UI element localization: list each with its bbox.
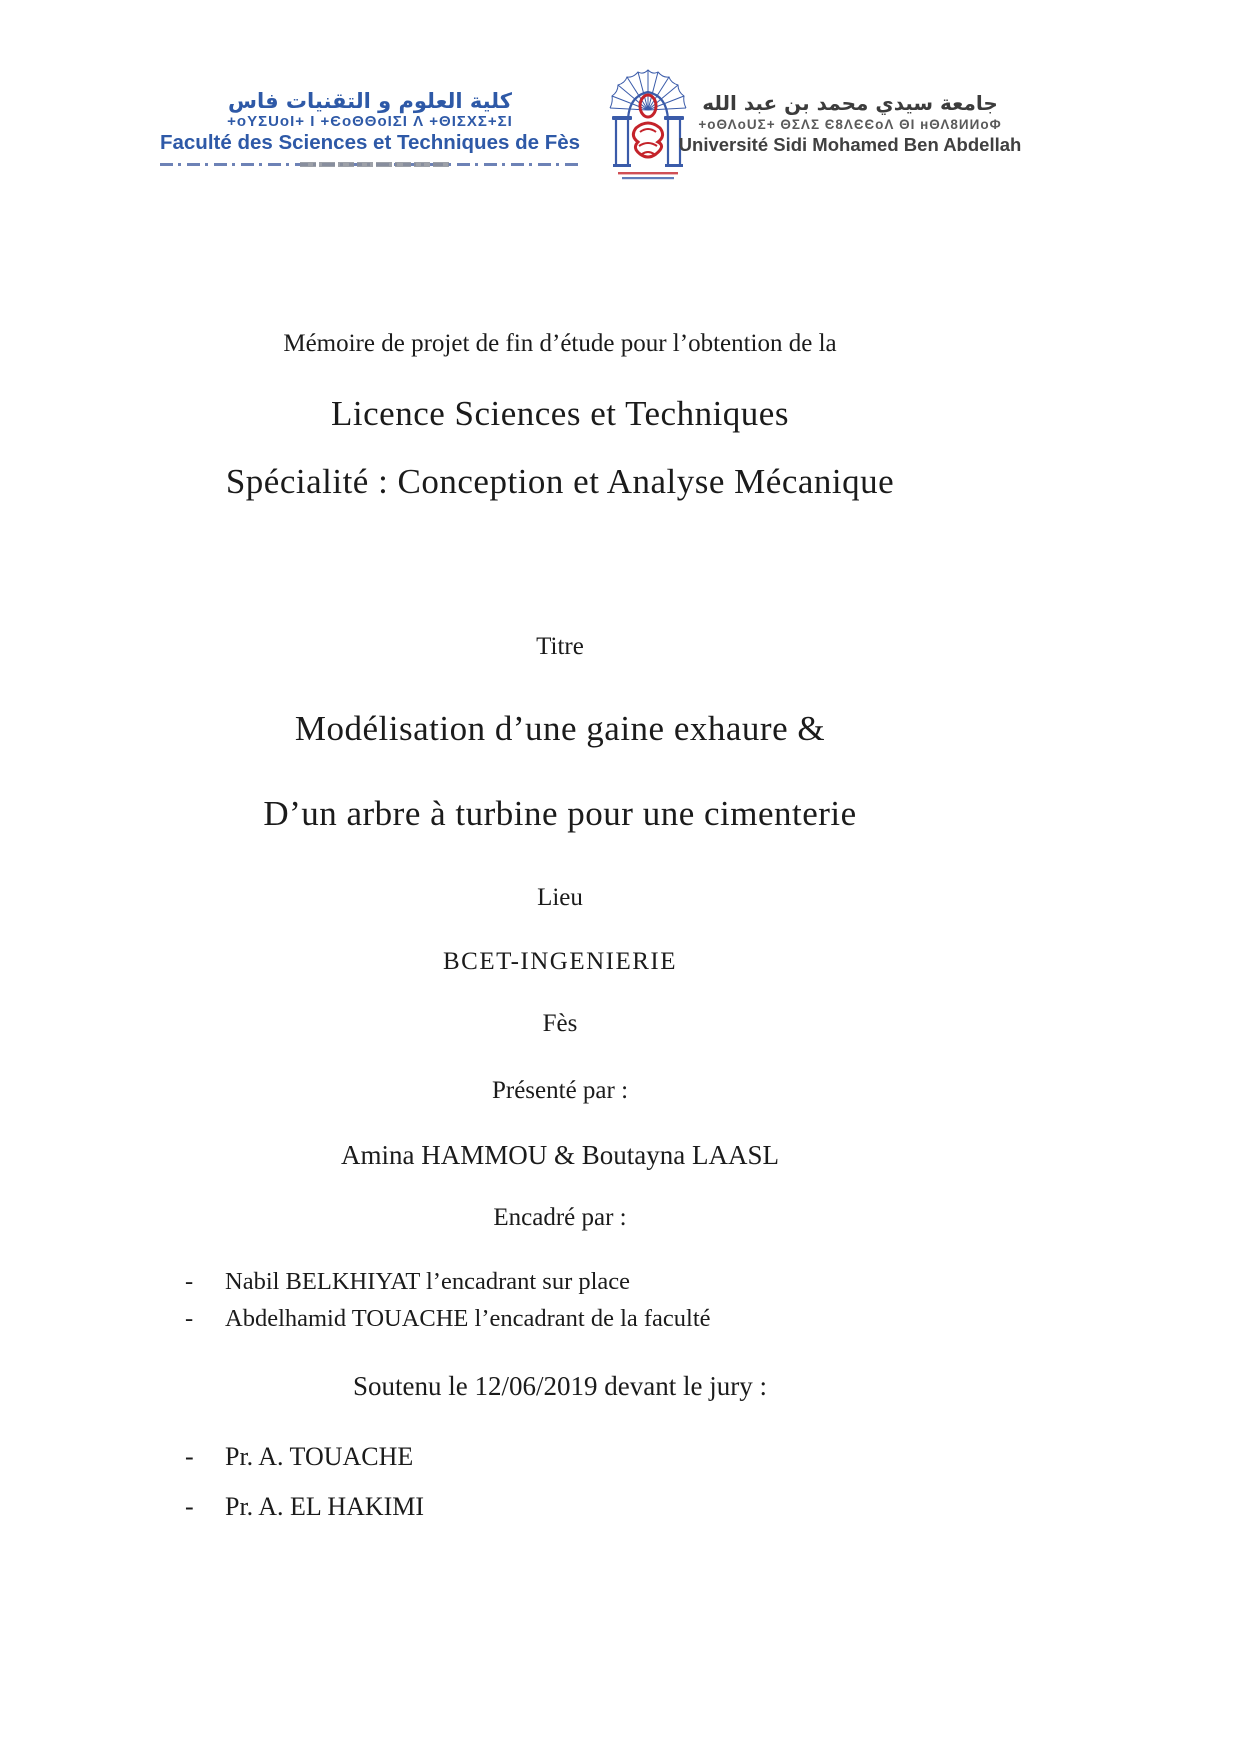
list-dash: - — [185, 1268, 194, 1295]
title-label: Titre — [536, 633, 584, 660]
list-dash: - — [185, 1442, 194, 1471]
university-block — [655, 90, 1045, 156]
jury-member-name: Pr. A. TOUACHE — [225, 1442, 414, 1471]
supervisor-item — [185, 1268, 630, 1296]
degree-line: Licence Sciences et Techniques — [331, 394, 789, 433]
university-name-arabic: جامعة سيدي محمد بن عبد الله — [702, 91, 998, 115]
thesis-title-line-1: Modélisation d’une gaine exhaure & — [294, 709, 826, 748]
defense-date-line: Soutenu le 12/06/2019 devant le jury : — [353, 1371, 767, 1401]
faculty-name-tifinagh: +oYΣUoI+ I +ЄoΘΘoIΣI Λ +ΘIΣXΣ+ΣI — [227, 113, 513, 131]
faculty-name-arabic: كلية العلوم و التقنيات فاس — [228, 89, 512, 113]
supervisor-item — [185, 1305, 711, 1333]
place-label: Lieu — [537, 884, 583, 911]
company-name: BCET-INGENIERIE — [442, 948, 678, 975]
presented-by-label: Présenté par : — [491, 1077, 629, 1104]
supervised-by-label: Encadré par : — [493, 1204, 627, 1231]
jury-member-name: Pr. A. EL HAKIMI — [225, 1492, 425, 1521]
specialty-line: Spécialité : Conception et Analyse Mécanique — [225, 462, 895, 501]
university-name-french: Université Sidi Mohamed Ben Abdellah — [678, 134, 1022, 156]
faculty-block — [158, 88, 582, 154]
supervisor-name: Nabil BELKHIYAT l’encadrant sur place — [225, 1268, 631, 1295]
thesis-title-line-2: D’un arbre à turbine pour une cimenterie — [263, 794, 857, 833]
jury-item — [185, 1492, 424, 1522]
university-name-tifinagh: +oΘΛoUΣ+ ΘΣΛΣ Є8ΛЄЄoΛ ΘI ʜΘΛ8ИИoΦ — [698, 117, 1002, 132]
city-name: Fès — [542, 1010, 578, 1037]
faculty-name-french: Faculté des Sciences et Techniques de Fès — [159, 130, 581, 154]
presenters-names: Amina HAMMOU & Boutayna LAASL — [341, 1140, 779, 1170]
list-dash: - — [185, 1492, 194, 1521]
list-dash: - — [185, 1305, 194, 1332]
jury-item — [185, 1442, 413, 1472]
supervisor-name: Abdelhamid TOUACHE l’encadrant de la faculté — [225, 1305, 711, 1332]
memoire-intro-line: Mémoire de projet de fin d’étude pour l’obtention de la — [283, 330, 837, 357]
faculty-dashed-rule-center — [300, 162, 450, 167]
